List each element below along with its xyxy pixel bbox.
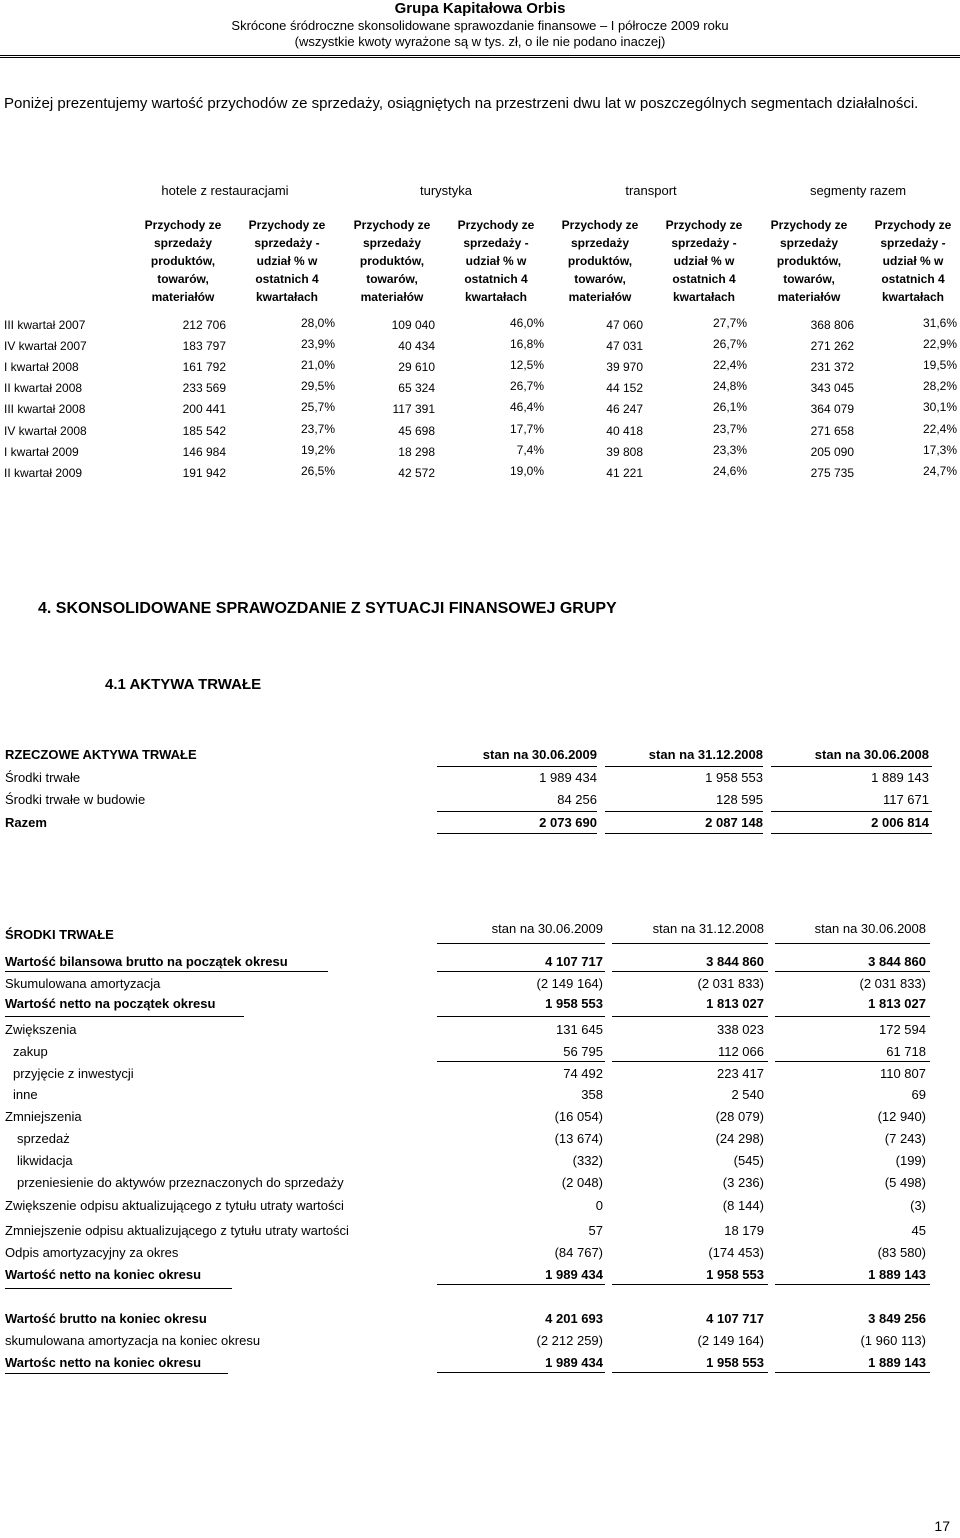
cell-value: (199) (895, 1153, 926, 1168)
cell-value: (2 212 259) (536, 1333, 603, 1348)
column-header-line: Przychody ze (874, 218, 952, 232)
cell-value: (24 298) (715, 1131, 764, 1146)
cell-value: (7 243) (884, 1131, 926, 1146)
header-rule (0, 55, 960, 56)
cell-value: 1 958 553 (706, 1267, 764, 1282)
cell-value: 364 079 (810, 402, 854, 416)
row-label: Zmniejszenie odpisu aktualizującego z tytułu utraty wartości (5, 1223, 349, 1238)
row-label: IV kwartał 2007 (4, 339, 87, 353)
currency-note: (wszystkie kwoty wyrażone są w tys. zł, o ile nie podano inaczej) (294, 34, 666, 49)
cell-value: 212 706 (182, 318, 226, 332)
cell-value: 4 201 693 (545, 1311, 603, 1326)
label-underline (5, 1288, 232, 1289)
row-label: Wartość bilansowa brutto na początek okresu (5, 954, 288, 969)
cell-value: 18 298 (398, 445, 435, 459)
company-name: Grupa Kapitałowa Orbis (394, 0, 566, 17)
column-rule (605, 833, 763, 834)
column-header-line: Przychody ze (561, 218, 639, 232)
row-label: Zmniejszenia (5, 1109, 82, 1124)
cell-value: (2 149 164) (697, 1333, 764, 1348)
column-rule (437, 1284, 605, 1285)
table-row (0, 954, 960, 976)
table-row (0, 381, 960, 402)
cell-value: 42 572 (398, 466, 435, 480)
cell-value: (2 031 833) (859, 976, 926, 991)
row-label: Odpis amortyzacyjny za okres (5, 1245, 179, 1260)
cell-value: 45 (911, 1223, 926, 1238)
column-rule (612, 943, 768, 944)
row-label: II kwartał 2009 (4, 466, 83, 480)
column-header-line: Przychody ze (353, 218, 431, 232)
cell-value: 231 372 (810, 360, 854, 374)
cell-value: 2 073 690 (539, 815, 597, 830)
column-header: stan na 30.06.2009 (482, 747, 597, 762)
row-label: skumulowana amortyzacja na koniec okresu (5, 1333, 261, 1348)
column-header-line: sprzedaży (153, 236, 213, 250)
column-rule (612, 1061, 768, 1062)
column-header-line: kwartałach (255, 290, 319, 304)
table-row (0, 1044, 960, 1066)
table-header-row (0, 921, 960, 943)
table-row (0, 1131, 960, 1153)
cell-value: 1 813 027 (706, 996, 764, 1011)
cell-value: 19,5% (922, 358, 957, 372)
cell-value: 26,1% (712, 400, 747, 414)
cell-value: 1 889 143 (868, 1267, 926, 1282)
segment-group-header: turystyka (419, 183, 472, 198)
cell-value: 19,2% (300, 443, 335, 457)
cell-value: 1 989 434 (545, 1355, 603, 1370)
table-row (0, 424, 960, 445)
column-header (239, 216, 335, 306)
column-header-line: Przychody ze (457, 218, 535, 232)
cell-value: (28 079) (715, 1109, 764, 1124)
table-row (0, 996, 960, 1018)
cell-value: 1 889 143 (868, 1355, 926, 1370)
column-header-line: sprzedaży - (880, 236, 946, 250)
column-rule (437, 943, 605, 944)
row-label: przyjęcie z inwestycji (13, 1066, 134, 1081)
row-label: Wartość netto na koniec okresu (5, 1267, 202, 1282)
cell-value: 18 179 (724, 1223, 764, 1238)
table-row (0, 1153, 960, 1175)
cell-value: 4 107 717 (545, 954, 603, 969)
cell-value: 3 844 860 (868, 954, 926, 969)
cell-value: 109 040 (391, 318, 435, 332)
column-header: stan na 31.12.2008 (648, 747, 763, 762)
cell-value: (12 940) (877, 1109, 926, 1124)
cell-value: 23,9% (300, 337, 335, 351)
table-row (0, 1245, 960, 1267)
column-header-line: towarów, (157, 272, 209, 286)
cell-value: 44 152 (606, 381, 643, 395)
cell-value: (16 054) (554, 1109, 603, 1124)
table-row (0, 1311, 960, 1333)
cell-value: 46,4% (509, 400, 544, 414)
cell-value: 56 795 (563, 1044, 603, 1059)
column-header (761, 216, 857, 306)
cell-value: 200 441 (182, 402, 226, 416)
cell-value: 128 595 (716, 792, 763, 807)
cell-value: 368 806 (810, 318, 854, 332)
column-header-line: produktów, (359, 254, 425, 268)
cell-value: 47 060 (606, 318, 643, 332)
table-row (0, 770, 960, 792)
cell-value: 30,1% (922, 400, 957, 414)
table-row (0, 339, 960, 360)
cell-value: (84 767) (554, 1245, 603, 1260)
cell-value: 183 797 (182, 339, 226, 353)
segment-group-header: hotele z restauracjami (161, 183, 289, 198)
column-header-line: kwartałach (464, 290, 528, 304)
cell-value: 39 970 (606, 360, 643, 374)
column-header-line: towarów, (366, 272, 418, 286)
table-row (0, 1198, 960, 1220)
cell-value: (2 031 833) (697, 976, 764, 991)
label-underline (5, 971, 328, 972)
cell-value: 27,7% (712, 316, 747, 330)
cell-value: 172 594 (879, 1022, 926, 1037)
column-header-line: kwartałach (881, 290, 945, 304)
column-header (656, 216, 752, 306)
table-row (0, 1022, 960, 1044)
table-row (0, 1109, 960, 1131)
column-rule (775, 971, 930, 972)
column-header-line: ostatnich 4 (881, 272, 945, 286)
column-header-line: udział % w (465, 254, 527, 268)
row-label: Razem (5, 815, 47, 830)
cell-value: 41 221 (606, 466, 643, 480)
cell-value: 1 989 434 (545, 1267, 603, 1282)
header-rule-2 (0, 57, 960, 58)
cell-value: 26,5% (300, 464, 335, 478)
cell-value: 2 006 814 (871, 815, 929, 830)
column-rule (775, 1061, 930, 1062)
segment-group-header: transport (625, 183, 677, 198)
column-header (552, 216, 648, 306)
cell-value: 29,5% (300, 379, 335, 393)
column-header-line: towarów, (783, 272, 835, 286)
column-header (135, 216, 231, 306)
column-header-line: sprzedaży - (463, 236, 529, 250)
cell-value: 26,7% (509, 379, 544, 393)
row-label: Wartość netto na początek okresu (5, 996, 216, 1011)
intro-paragraph: Poniżej prezentujemy wartość przychodów ze sprzedaży, osiągniętych na przestrzeni dwu lat w poszczególnych segmentach działalności. (4, 95, 919, 112)
cell-value: 46,0% (509, 316, 544, 330)
row-label: Wartośc netto na koniec okresu (5, 1355, 202, 1370)
column-rule (605, 766, 763, 767)
cell-value: 69 (911, 1087, 926, 1102)
cell-value: 29 610 (398, 360, 435, 374)
column-header-line: produktów, (567, 254, 633, 268)
column-header-line: Przychody ze (248, 218, 326, 232)
column-header-line: udział % w (882, 254, 944, 268)
cell-value: 271 658 (810, 424, 854, 438)
cell-value: 84 256 (557, 792, 597, 807)
cell-value: 131 645 (556, 1022, 603, 1037)
cell-value: 117 391 (392, 402, 435, 416)
cell-value: 1 889 143 (871, 770, 929, 785)
cell-value: 22,4% (922, 422, 957, 436)
row-label: Zwiększenia (5, 1022, 77, 1037)
cell-value: (8 144) (722, 1198, 764, 1213)
row-label: III kwartał 2008 (4, 402, 86, 416)
cell-value: 65 324 (398, 381, 435, 395)
table-row (0, 402, 960, 423)
cell-value: 45 698 (398, 424, 435, 438)
column-header-line: ostatnich 4 (464, 272, 528, 286)
cell-value: (174 453) (708, 1245, 764, 1260)
cell-value: (1 960 113) (860, 1333, 926, 1348)
cell-value: 3 844 860 (706, 954, 764, 969)
cell-value: 40 418 (606, 424, 643, 438)
row-label: Środki trwałe w budowie (5, 792, 146, 807)
table-row (0, 318, 960, 339)
column-header-line: sprzedaży (570, 236, 630, 250)
cell-value: 191 942 (182, 466, 226, 480)
cell-value: 22,9% (922, 337, 957, 351)
segment-group-header: segmenty razem (809, 183, 907, 198)
cell-value: 1 989 434 (539, 770, 597, 785)
cell-value: 223 417 (717, 1066, 764, 1081)
cell-value: 110 807 (879, 1066, 926, 1081)
cell-value: 205 090 (810, 445, 854, 459)
column-rule (437, 811, 597, 812)
column-rule (771, 811, 932, 812)
cell-value: 4 107 717 (706, 1311, 764, 1326)
row-label: Wartość brutto na koniec okresu (5, 1311, 207, 1326)
column-rule (605, 811, 763, 812)
column-rule (775, 1016, 930, 1017)
cell-value: 26,7% (712, 337, 747, 351)
cell-value: 21,0% (300, 358, 335, 372)
cell-value: 7,4% (516, 443, 544, 457)
cell-value: 358 (581, 1087, 603, 1102)
row-label: Środki trwałe (5, 770, 81, 785)
cell-value: 271 262 (810, 339, 854, 353)
row-label: Skumulowana amortyzacja (5, 976, 161, 991)
cell-value: 2 087 148 (705, 815, 763, 830)
row-label: likwidacja (17, 1153, 73, 1168)
cell-value: 1 958 553 (545, 996, 603, 1011)
row-label: zakup (13, 1044, 48, 1059)
column-rule (612, 971, 768, 972)
cell-value: 1 813 027 (868, 996, 926, 1011)
cell-value: (2 048) (561, 1175, 603, 1190)
column-header-line: sprzedaży - (671, 236, 737, 250)
row-label: I kwartał 2009 (4, 445, 79, 459)
cell-value: 233 569 (182, 381, 226, 395)
column-header-line: towarów, (574, 272, 626, 286)
cell-value: (3 236) (722, 1175, 764, 1190)
cell-value: 146 984 (182, 445, 226, 459)
row-label: sprzedaż (17, 1131, 70, 1146)
table-row (0, 1066, 960, 1088)
cell-value: 3 849 256 (868, 1311, 926, 1326)
table-title: RZECZOWE AKTYWA TRWAŁE (5, 747, 197, 762)
column-header-line: sprzedaży - (254, 236, 320, 250)
report-subtitle: Skrócone śródroczne skonsolidowane sprawozdanie finansowe – I półrocze 2009 roku (231, 18, 729, 33)
column-rule (437, 1016, 605, 1017)
column-header-line: udział % w (673, 254, 735, 268)
cell-value: (83 580) (877, 1245, 926, 1260)
column-header-line: produktów, (776, 254, 842, 268)
column-header-line: Przychody ze (144, 218, 222, 232)
cell-value: (545) (733, 1153, 764, 1168)
column-rule (775, 1372, 930, 1373)
cell-value: 40 434 (398, 339, 435, 353)
table-row (0, 445, 960, 466)
cell-value: 57 (588, 1223, 603, 1238)
cell-value: 24,6% (712, 464, 747, 478)
cell-value: 74 492 (563, 1066, 603, 1081)
column-header: stan na 30.06.2008 (814, 921, 926, 936)
table-row (0, 1223, 960, 1245)
cell-value: 47 031 (606, 339, 643, 353)
cell-value: 17,3% (922, 443, 957, 457)
cell-value: 112 066 (717, 1044, 764, 1059)
cell-value: 338 023 (717, 1022, 764, 1037)
column-header-line: materiałów (568, 290, 632, 304)
page-number: 17 (934, 1518, 950, 1534)
cell-value: 24,8% (712, 379, 747, 393)
column-header-line: ostatnich 4 (255, 272, 319, 286)
column-header (344, 216, 440, 306)
section-4-1-heading: 4.1 AKTYWA TRWAŁE (105, 676, 262, 693)
label-underline (5, 1016, 244, 1017)
column-header-line: sprzedaży (779, 236, 839, 250)
cell-value: 19,0% (509, 464, 544, 478)
column-header: stan na 30.06.2008 (814, 747, 929, 762)
column-header-line: kwartałach (672, 290, 736, 304)
column-rule (437, 971, 605, 972)
row-label: II kwartał 2008 (4, 381, 83, 395)
cell-value: (5 498) (884, 1175, 926, 1190)
table-row (0, 1333, 960, 1355)
column-header (448, 216, 544, 306)
column-rule (437, 1372, 605, 1373)
label-underline (5, 1373, 228, 1374)
cell-value: (332) (572, 1153, 603, 1168)
column-header-line: ostatnich 4 (672, 272, 736, 286)
cell-value: 0 (595, 1198, 603, 1213)
column-header: stan na 31.12.2008 (652, 921, 764, 936)
cell-value: 1 958 553 (706, 1355, 764, 1370)
cell-value: (2 149 164) (536, 976, 603, 991)
row-label: inne (13, 1087, 38, 1102)
cell-value: 12,5% (509, 358, 544, 372)
cell-value: 39 808 (606, 445, 643, 459)
cell-value: 117 671 (882, 792, 929, 807)
row-label: Zwiększenie odpisu aktualizującego z tytułu utraty wartości (5, 1198, 344, 1213)
column-header-line: materiałów (777, 290, 841, 304)
table-row (0, 466, 960, 487)
cell-value: 2 540 (731, 1087, 764, 1102)
cell-value: 28,2% (922, 379, 957, 393)
row-label: I kwartał 2008 (4, 360, 79, 374)
cell-value: 23,3% (712, 443, 747, 457)
table-row (0, 1087, 960, 1109)
column-rule (437, 1061, 605, 1062)
cell-value: 22,4% (712, 358, 747, 372)
cell-value: 1 958 553 (705, 770, 763, 785)
cell-value: 31,6% (922, 316, 957, 330)
cell-value: 17,7% (509, 422, 544, 436)
cell-value: 25,7% (300, 400, 335, 414)
table-row (0, 976, 960, 998)
cell-value: (3) (910, 1198, 926, 1213)
column-rule (612, 1284, 768, 1285)
column-header-line: Przychody ze (665, 218, 743, 232)
column-rule (771, 833, 932, 834)
column-header-line: sprzedaży (362, 236, 422, 250)
table-row (0, 1175, 960, 1197)
row-label: III kwartał 2007 (4, 318, 86, 332)
cell-value: 23,7% (712, 422, 747, 436)
cell-value: 161 792 (182, 360, 226, 374)
row-label: IV kwartał 2008 (4, 424, 87, 438)
table-row (0, 1267, 960, 1289)
cell-value: 275 735 (810, 466, 854, 480)
column-rule (775, 1284, 930, 1285)
row-label: przeniesienie do aktywów przeznaczonych do sprzedaży (17, 1175, 344, 1190)
column-header: stan na 30.06.2009 (491, 921, 603, 936)
column-header-line: materiałów (151, 290, 215, 304)
column-header-line: materiałów (360, 290, 424, 304)
cell-value: 24,7% (922, 464, 957, 478)
column-header (865, 216, 960, 306)
cell-value: 46 247 (606, 402, 643, 416)
cell-value: 61 718 (886, 1044, 926, 1059)
column-header-line: produktów, (150, 254, 216, 268)
column-header-line: Przychody ze (770, 218, 848, 232)
column-rule (612, 1016, 768, 1017)
cell-value: 16,8% (509, 337, 544, 351)
column-rule (437, 766, 597, 767)
cell-value: (13 674) (554, 1131, 603, 1146)
column-header-line: udział % w (256, 254, 318, 268)
column-rule (437, 833, 597, 834)
cell-value: 23,7% (300, 422, 335, 436)
section-4-heading: 4. SKONSOLIDOWANE SPRAWOZDANIE Z SYTUACJI FINANSOWEJ GRUPY (38, 600, 617, 617)
table-title: ŚRODKI TRWAŁE (5, 927, 114, 942)
table-row (0, 360, 960, 381)
cell-value: 343 045 (810, 381, 854, 395)
column-rule (612, 1372, 768, 1373)
column-rule (775, 943, 930, 944)
column-rule (771, 766, 932, 767)
cell-value: 28,0% (300, 316, 335, 330)
cell-value: 185 542 (182, 424, 226, 438)
